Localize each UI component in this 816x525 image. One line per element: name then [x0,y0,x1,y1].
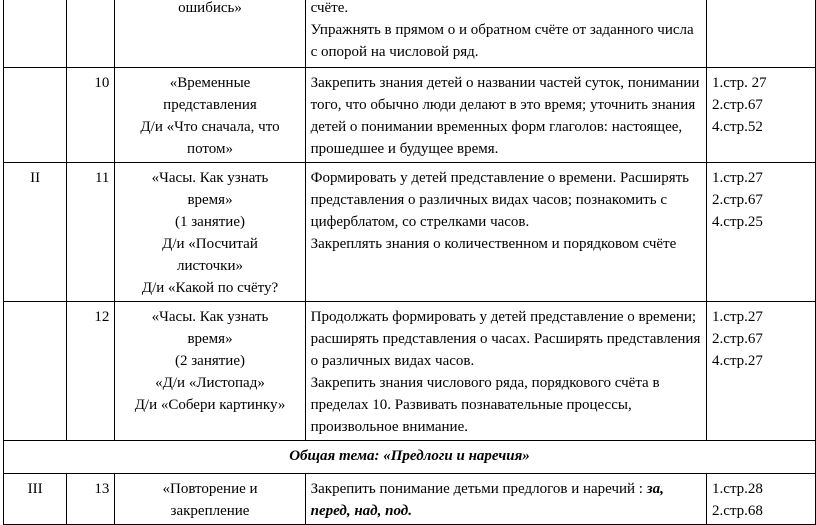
table-row [4,68,816,163]
table-row [4,0,816,68]
section-title: Общая тема: «Предлоги и наречия» [4,441,816,474]
task-cell [305,163,706,302]
task-line: Формировать у детей представление о времени. Расширять [310,170,689,186]
literature-cell [707,302,816,441]
task-cell [305,68,706,163]
task-line: прошедшее и будущее время. [310,141,499,157]
literature-cell [707,474,816,525]
literature-line: 1.стр.28 [712,481,763,497]
task-line: Закрепить знания числового ряда, порядкового счёта в [310,375,660,391]
task-line: циферблатом, со стрелками часов. [310,214,530,230]
lesson-plan-body [4,0,816,525]
number-cell: 13 [67,474,115,525]
topic-line: потом» [187,141,233,157]
lesson-plan-table [3,0,816,525]
literature-cell [707,68,816,163]
task-line: с опорой на числовой ряд. [310,44,479,60]
task-text: Закрепить понимание детьми предлогов и наречий : [310,481,647,497]
topic-line: «Временные [169,75,251,91]
literature-line: 1.стр.27 [712,309,763,325]
task-line: произвольное внимание. [310,419,468,435]
task-line: расширять представления о часах. Расширять представления [310,331,701,347]
task-line: счёте. [310,0,349,16]
topic-cell [115,302,305,441]
month-cell: III [4,474,67,525]
topic-line: «Часы. Как узнать [151,170,269,186]
literature-line: 1.стр.27 [712,170,763,186]
task-line: пределах 10. Развивать познавательные процессы, [310,397,632,413]
topic-line: ошибись» [178,0,242,16]
topic-line: Д/и «Что сначала, что [140,119,280,135]
literature-line: 4.стр.27 [712,353,763,369]
topic-cell [115,163,305,302]
task-emphasis: перед, над, под. [310,503,412,519]
literature-line: 4.стр.25 [712,214,763,230]
literature-line: 4.стр.52 [712,119,763,135]
literature-cell [707,0,816,68]
topic-line: закрепление [170,503,250,519]
task-line: детей о понимании временных форм глаголов: настоящее, [310,119,683,135]
number-cell: 11 [67,163,115,302]
month-cell: II [4,163,67,302]
topic-line: листочки» [177,258,243,274]
literature-line: 2.стр.68 [712,503,763,519]
topic-line: «Повторение и [162,481,258,497]
month-cell [4,302,67,441]
literature-cell [707,163,816,302]
topic-cell [115,0,305,68]
month-cell [4,68,67,163]
task-cell [305,474,706,525]
topic-line: Д/и «Посчитай [162,236,258,252]
table-row [4,163,816,302]
task-line: Продолжать формировать у детей представление о времени; [310,309,697,325]
topic-line: Д/и «Собери картинку» [134,397,286,413]
task-line: Закрепить знания детей о названии частей суток, понимании [310,75,700,91]
task-line: того, что обычно люди делают в это время; уточнить знания [310,97,696,113]
task-line: представления о различных видах часов; познакомить с [310,192,667,208]
task-line: Упражнять в прямом о и обратном счёте от заданного числа [310,22,694,38]
month-cell [4,0,67,68]
literature-line: 2.стр.67 [712,331,763,347]
table-row [4,302,816,441]
task-cell [305,0,706,68]
topic-line: время» [187,331,233,347]
topic-line: время» [187,192,233,208]
task-emphasis: за, [646,481,664,497]
topic-line: (1 занятие) [175,214,245,230]
literature-line: 2.стр.67 [712,192,763,208]
task-line [311,478,701,500]
section-row [4,441,816,474]
literature-line: 2.стр.67 [712,97,763,113]
topic-cell [115,68,305,163]
literature-line: 1.стр. 27 [712,75,767,91]
number-cell: 12 [67,302,115,441]
topic-line: «Часы. Как узнать [151,309,269,325]
topic-line: представления [163,97,257,113]
task-line: Закреплять знания о количественном и порядковом счёте [310,236,677,252]
topic-line: «Д/и «Листопад» [155,375,265,391]
table-row [4,474,816,525]
number-cell [67,0,115,68]
number-cell: 10 [67,68,115,163]
topic-cell [115,474,305,525]
topic-line: Д/и «Какой по счёту? [141,280,279,296]
task-line: о различных видах часов. [310,353,475,369]
topic-line: (2 занятие) [175,353,245,369]
task-cell [305,302,706,441]
